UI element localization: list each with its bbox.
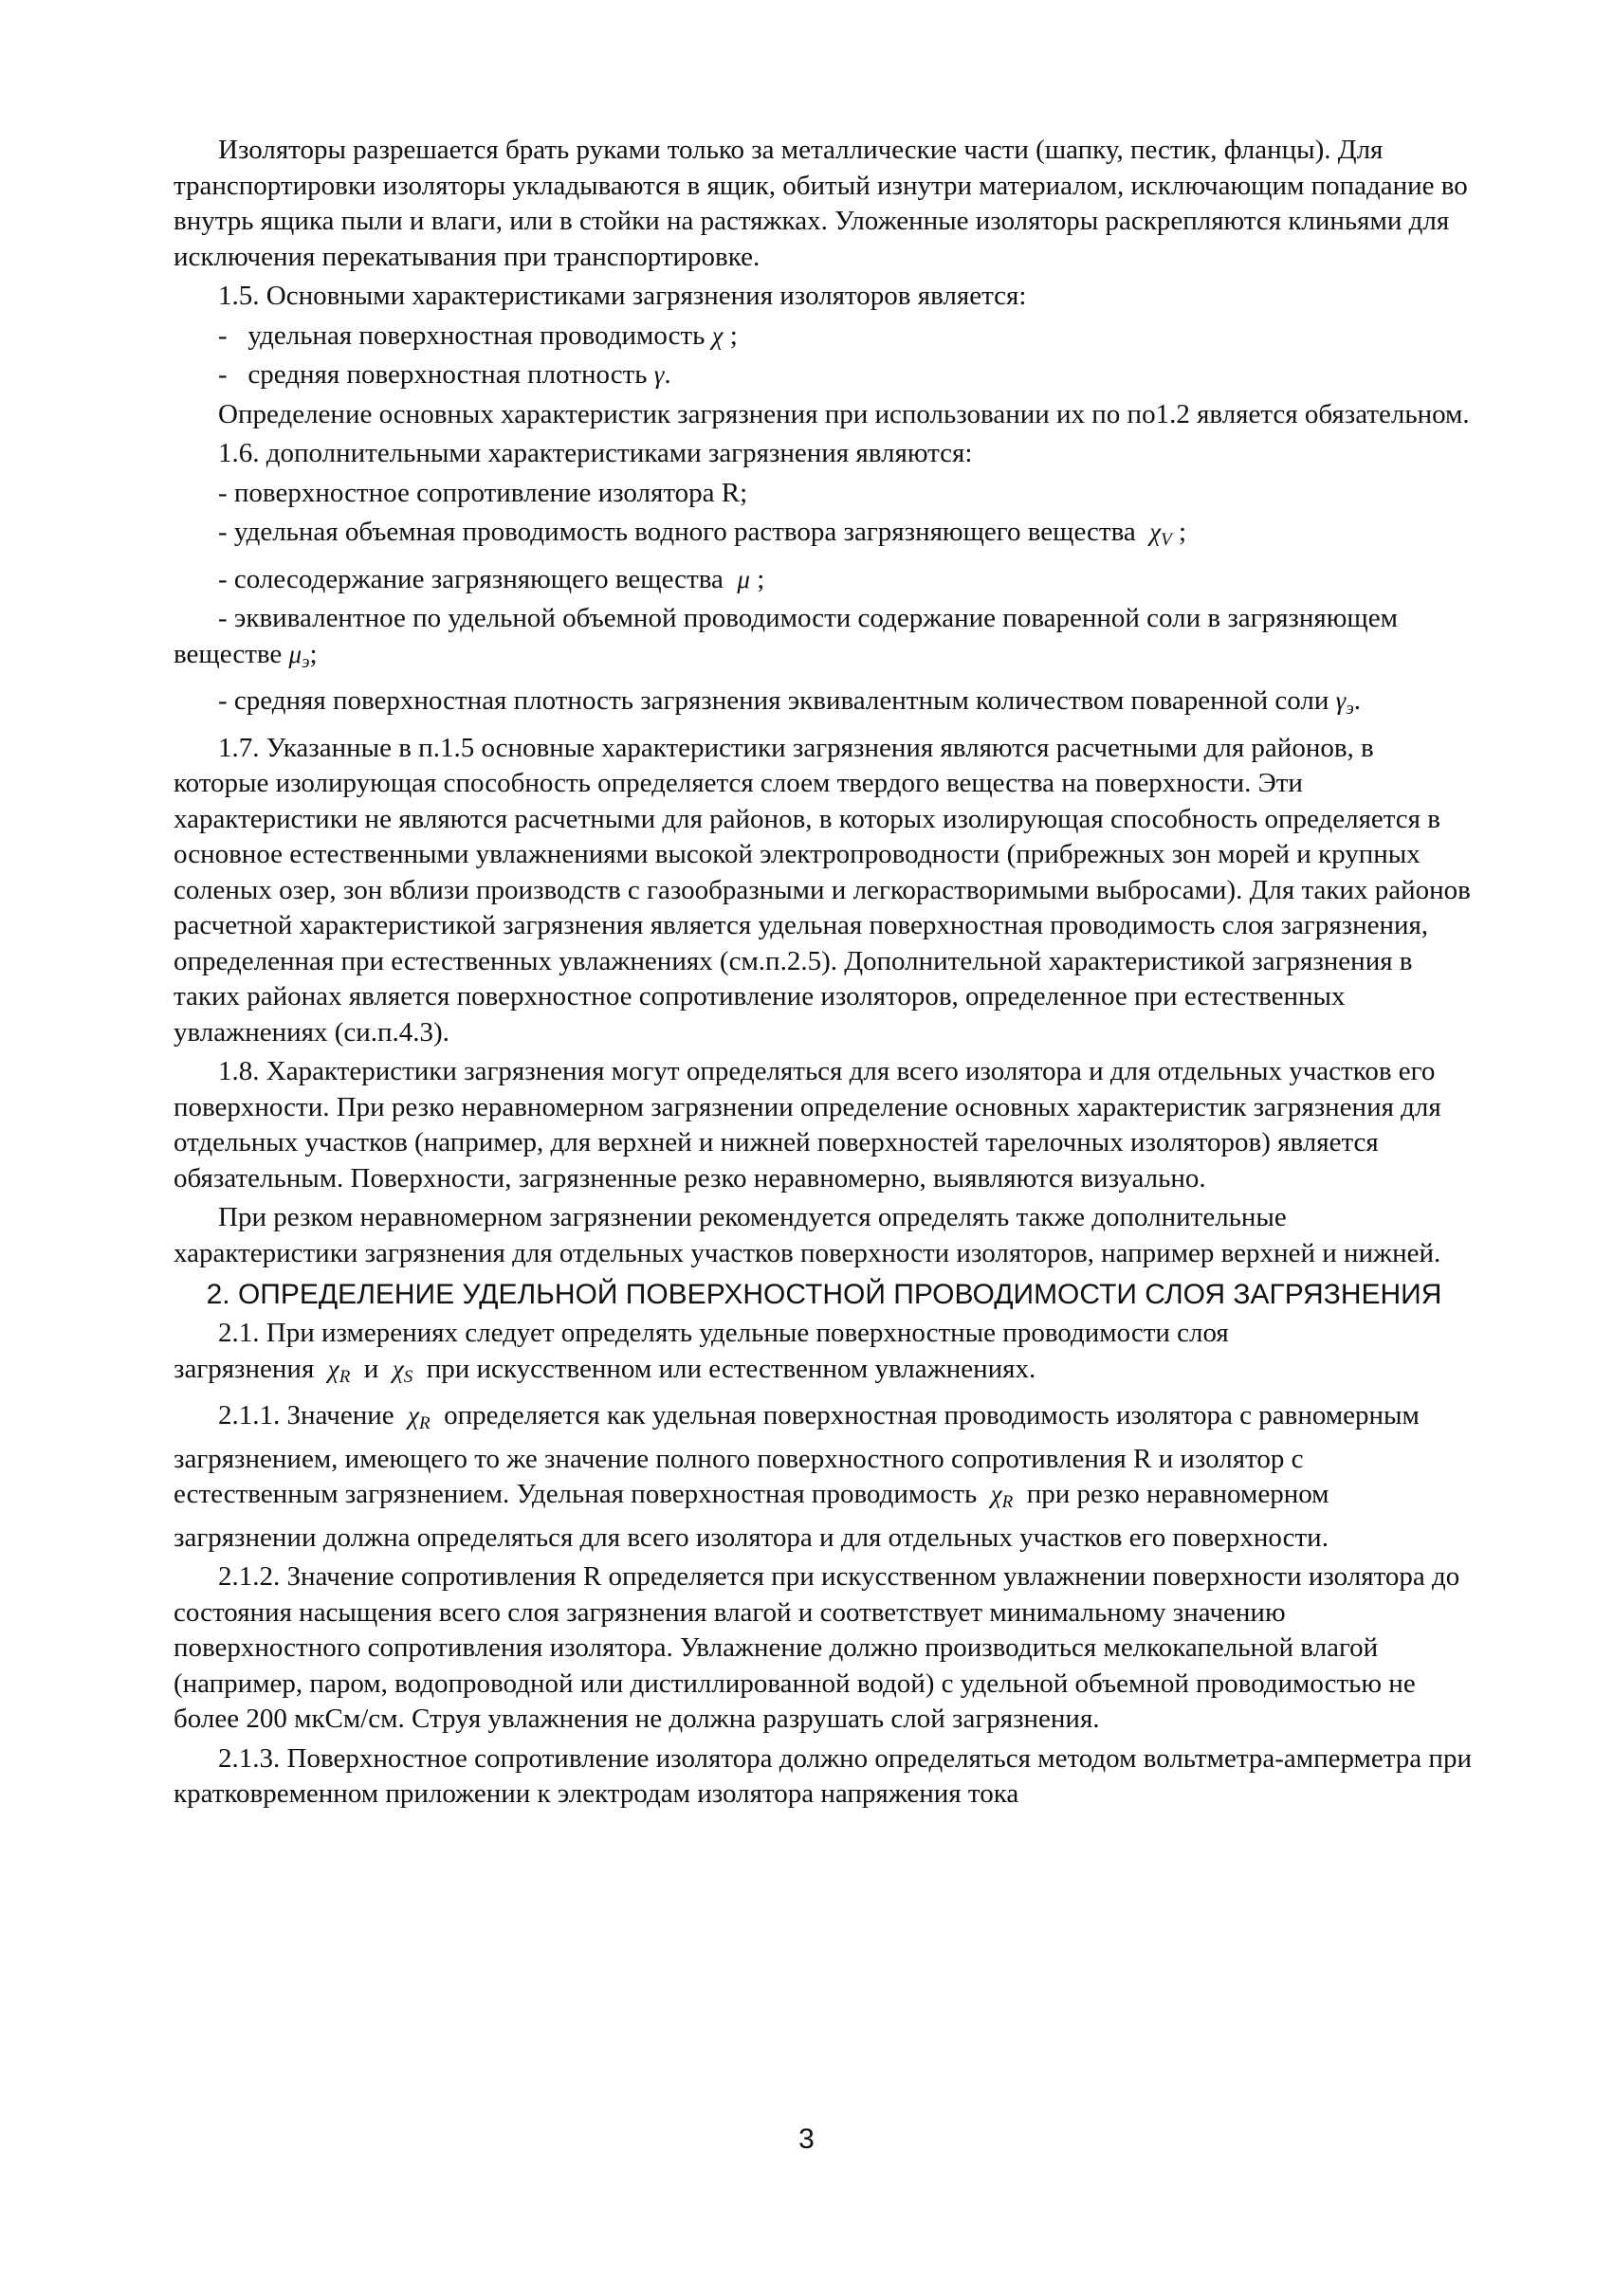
paragraph-1-6: 1.6. дополнительными характеристиками загрязнения являются: [218,438,973,468]
paragraph-2-1-3: 2.1.3. Поверхностное сопротивление изолятора должно определяться методом вольтметра-амперметра при кратковременном приложении к электродам изолятора напряжения тока [174,1742,1472,1809]
paragraph-1-7: 1.7. Указанные в п.1.5 основные характеристики загрязнения являются расчетными для районов, в которые изолирующая способность определяется слоем твердого вещества на поверхности. Эти характеристики не являются расчетными для районов, в которых изолирующая способность определяется в основное естественными увлажнениями высокой электропроводности (прибрежных зон морей и крупных соленых озер, зон вблизи производств с газообразными и легкорастворимыми выбросами). Для таких районов расчетной характеристикой загрязнения является удельная поверхностная проводимость слоя загрязнения, определенная при естественных увлажнениях (см.п.2.5). Дополнительной характеристикой загрязнения в таких районах является поверхностное сопротивление изоляторов, определенное при естественных увлажнениях (си.п.4.3). [174,732,1471,1048]
bullet-conductivity: - удельная поверхностная проводимость χ ; [218,319,738,351]
document-page [174,133,1475,1816]
section-heading: 2. ОПРЕДЕЛЕНИЕ УДЕЛЬНОЙ ПОВЕРХНОСТНОЙ ПРОВОДИМОСТИ СЛОЯ ЗАГРЯЗНЕНИЯ [206,1279,1442,1310]
paragraph-2-1-1: 2.1.1. Значение $\chi_R$ определяется как удельная поверхностная проводимость изолятора с равномерным загрязнением, имеющего то же значение полного поверхностного сопротивления R и изолятор с естественным загрязнением. Удельная поверхностная проводимость $\chi_R$ при резко неравномерном загрязнении должна определяться для всего изолятора и для отдельных участков его поверхности. [174,1400,1420,1553]
paragraph-definition: Определение основных характеристик загрязнения при использовании их по по1.2 является обязательном. [218,398,1470,429]
chi-symbol: χ [711,320,724,350]
paragraph-handling: Изоляторы разрешается брать руками только за металлические части (шапку, пестик, фланцы). Для транспортировки изоляторы укладываются в ящик, обитый изнутри материалом, исключающим попадание во внутрь ящика пыли и влаги, или в стойки на растяжках. Уложенные изоляторы раскрепляются клиньями для исключения перекатывания при транспортировке. [174,135,1468,272]
item-volume-conductivity: - удельная объемная проводимость водного раствора загрязняющего вещества $\chi_V$ ; [218,517,1187,550]
item-salt-content: - солесодержание загрязняющего вещества μ ; [218,563,765,594]
paragraph-2-1: 2.1. При измерениях следует определять удельные поверхностные проводимости слоя загрязнения $\chi_R$ и $\chi_S$ при искусственном или естественном увлажнениях. [174,1318,1229,1387]
paragraph-1-8: 1.8. Характеристики загрязнения могут определяться для всего изолятора и для отдельных участков его поверхности. При резко неравномерном загрязнении определение основных характеристик загрязнения для отдельных участков (например, для верхней и нижней поверхностей тарелочных изоляторов) является обязательным. Поверхности, загрязненные резко неравномерно, выявляются визуально. [174,1056,1441,1194]
paragraph-uneven: При резком неравномерном загрязнении рекомендуется определять также дополнительные характеристики загрязнения для отдельных участков поверхности изоляторов, например верхней и нижней. [174,1202,1441,1268]
item-resistance: - поверхностное сопротивление изолятора R; [218,477,748,508]
item-equivalent-salt: - эквивалентное по удельной объемной проводимости содержание поваренной соли в загрязняющем веществе $\mu_э$; [174,603,1398,672]
page-number: 3 [798,2123,815,2155]
paragraph-1-5: 1.5. Основными характеристиками загрязнения изоляторов является: [218,281,1027,311]
paragraph-2-1-2: 2.1.2. Значение сопротивления R определяется при искусственном увлажнении поверхности изолятора до состояния насыщения всего слоя загрязнения влагой и соответствует минимальному значению поверхностного сопротивления изолятора. Увлажнение должно производиться мелкокапельной влагой (например, паром, водопроводной или дистиллированной водой) с удельной объемной проводимостью не более 200 мкСм/см. Струя увлажнения не должна разрушать слой загрязнения. [174,1561,1460,1734]
gamma-symbol: γ [653,360,665,389]
item-equivalent-density: - средняя поверхностная плотность загрязнения эквивалентным количеством поваренной соли $\gamma_э$. [218,685,1361,719]
bullet-density: - средняя поверхностная плотность γ. [218,359,671,390]
